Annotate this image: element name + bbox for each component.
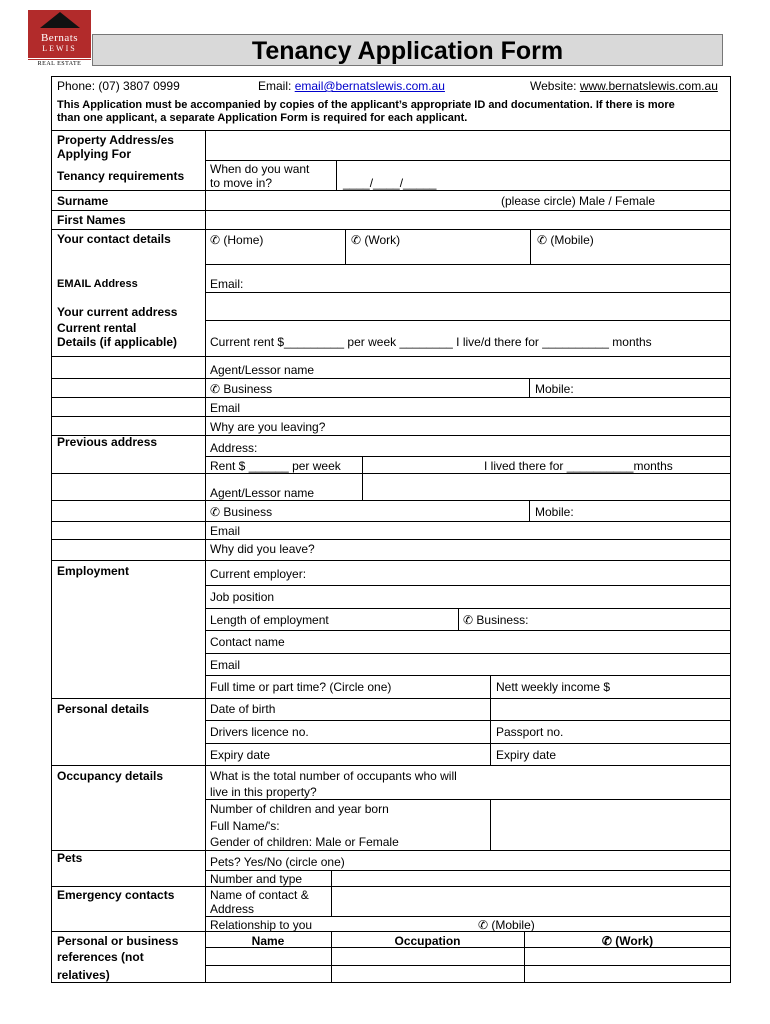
pets-choice[interactable]: Pets? Yes/No (circle one) bbox=[210, 855, 345, 869]
move-in-date-field[interactable]: ____/____/_____ bbox=[343, 176, 437, 190]
company-logo bbox=[28, 10, 91, 66]
divider bbox=[205, 320, 731, 321]
label-surname: Surname bbox=[57, 194, 109, 208]
children-gender-field[interactable]: Gender of children: Male or Female bbox=[210, 835, 399, 849]
current-agent-name-field[interactable]: Agent/Lessor name bbox=[210, 363, 315, 377]
why-leaving-field[interactable]: Why are you leaving? bbox=[210, 420, 326, 434]
ref-name-header: Name bbox=[251, 934, 285, 948]
column-divider bbox=[331, 870, 332, 916]
label-property-line-1: Property Address/es bbox=[57, 133, 174, 147]
passport-field[interactable]: Passport no. bbox=[496, 725, 564, 739]
full-part-time-field[interactable]: Full time or part time? (Circle one) bbox=[210, 680, 392, 694]
home-phone-label: (Home) bbox=[223, 233, 264, 247]
column-divider bbox=[490, 799, 491, 850]
emergency-contact-line-1: Name of contact & bbox=[210, 888, 309, 902]
column-divider bbox=[490, 675, 491, 765]
office-website-link[interactable]: www.bernatslewis.com.au bbox=[579, 79, 718, 93]
divider bbox=[51, 698, 731, 699]
label-references-line-2: references (not bbox=[57, 950, 144, 964]
emergency-contact-line-2: Address bbox=[210, 902, 255, 916]
employer-business-phone-field[interactable] bbox=[463, 613, 528, 627]
office-website-prefix: Website: bbox=[530, 79, 577, 93]
mobile-phone-label: (Mobile) bbox=[550, 233, 594, 247]
label-employment: Employment bbox=[57, 564, 130, 578]
divider bbox=[205, 799, 731, 800]
divider bbox=[51, 397, 731, 398]
phone-icon: ✆ bbox=[463, 613, 477, 627]
mobile-label: (Mobile) bbox=[491, 918, 535, 932]
divider bbox=[51, 886, 731, 887]
occupants-question-line-1: What is the total number of occupants who will bbox=[210, 769, 457, 783]
current-agent-business-field[interactable] bbox=[210, 382, 272, 396]
divider bbox=[205, 965, 731, 966]
divider bbox=[205, 264, 731, 265]
move-in-question-line-1: When do you want bbox=[210, 162, 310, 176]
divider bbox=[205, 720, 731, 721]
office-email bbox=[258, 79, 445, 93]
divider bbox=[51, 356, 731, 357]
ref-work-phone-header bbox=[524, 934, 731, 948]
divider bbox=[51, 473, 731, 474]
label-references-line-3: relatives) bbox=[57, 968, 110, 982]
children-field[interactable]: Number of children and year born bbox=[210, 802, 389, 816]
label-property-line-2: Applying For bbox=[57, 147, 131, 161]
column-divider bbox=[362, 456, 363, 500]
divider bbox=[51, 210, 731, 211]
ref-work-label: (Work) bbox=[615, 934, 654, 948]
drivers-licence-field[interactable]: Drivers licence no. bbox=[210, 725, 309, 739]
divider bbox=[51, 850, 731, 851]
logo-name-line1: Bernats bbox=[40, 32, 79, 44]
divider bbox=[205, 916, 731, 917]
divider bbox=[51, 130, 731, 131]
column-divider bbox=[530, 229, 531, 264]
column-divider bbox=[205, 130, 206, 983]
previous-address-field[interactable]: Address: bbox=[210, 441, 258, 455]
divider bbox=[205, 630, 731, 631]
phone-icon: ✆ bbox=[210, 233, 224, 247]
previous-rent-field[interactable]: Rent $ ______ per week bbox=[210, 459, 341, 473]
column-divider bbox=[529, 500, 530, 521]
emergency-relationship-field[interactable]: Relationship to you bbox=[210, 918, 313, 932]
office-website bbox=[530, 79, 718, 93]
ref-occupation-header: Occupation bbox=[394, 934, 461, 948]
divider bbox=[51, 765, 731, 766]
divider bbox=[51, 539, 731, 540]
label-first-names: First Names bbox=[57, 213, 126, 227]
phone-icon: ✆ bbox=[351, 233, 365, 247]
work-phone-field[interactable] bbox=[351, 233, 400, 247]
label-contact-details: Your contact details bbox=[57, 232, 171, 246]
business-colon-label: Business: bbox=[476, 613, 529, 627]
pets-number-type-field[interactable]: Number and type bbox=[210, 872, 303, 886]
occupants-question-line-2: live in this property? bbox=[210, 785, 317, 799]
licence-expiry-field[interactable]: Expiry date bbox=[210, 748, 271, 762]
previous-agent-business-field[interactable] bbox=[210, 505, 272, 519]
job-position-field[interactable]: Job position bbox=[210, 590, 275, 604]
phone-icon: ✆ bbox=[210, 505, 224, 519]
divider bbox=[51, 229, 731, 230]
office-email-prefix: Email: bbox=[258, 79, 292, 93]
divider bbox=[205, 743, 731, 744]
divider bbox=[205, 456, 731, 457]
label-tenancy-requirements: Tenancy requirements bbox=[57, 169, 185, 183]
move-in-question-line-2: to move in? bbox=[210, 176, 273, 190]
business-label: Business bbox=[223, 505, 273, 519]
phone-icon: ✆ bbox=[478, 918, 492, 932]
divider bbox=[205, 585, 731, 586]
logo-roof-icon bbox=[40, 12, 80, 28]
notice-line-1: This Application must be accompanied by copies of the applicant’s appropriate ID and documentation. If there is more bbox=[57, 99, 675, 111]
divider bbox=[205, 160, 731, 161]
logo-name-line2: LEWIS bbox=[42, 44, 77, 53]
business-label: Business bbox=[223, 382, 273, 396]
divider bbox=[51, 378, 731, 379]
notice-line-2: than one applicant, a separate Application Form is required for each applicant. bbox=[57, 112, 468, 124]
current-agent-mobile-field[interactable]: Mobile: bbox=[535, 382, 574, 396]
current-agent-email-field[interactable]: Email bbox=[210, 401, 241, 415]
divider bbox=[205, 292, 731, 293]
divider bbox=[205, 870, 731, 871]
label-current-address: Your current address bbox=[57, 305, 178, 319]
previous-agent-email-field[interactable]: Email bbox=[210, 524, 241, 538]
page-title: Tenancy Application Form bbox=[251, 37, 564, 65]
divider bbox=[205, 675, 731, 676]
mobile-phone-field[interactable] bbox=[537, 233, 594, 247]
gender-choice[interactable]: (please circle) Male / Female bbox=[501, 194, 656, 208]
label-rental-line-1: Current rental bbox=[57, 321, 137, 335]
column-divider bbox=[529, 378, 530, 397]
divider bbox=[51, 560, 731, 561]
previous-agent-name-field[interactable]: Agent/Lessor name bbox=[210, 486, 315, 500]
column-divider bbox=[345, 229, 346, 264]
logo-tagline: REAL ESTATE bbox=[28, 59, 91, 67]
work-phone-label: (Work) bbox=[364, 233, 401, 247]
why-leave-field[interactable]: Why did you leave? bbox=[210, 542, 315, 556]
label-occupancy-details: Occupancy details bbox=[57, 769, 164, 783]
title-bar bbox=[92, 34, 723, 66]
divider bbox=[51, 190, 731, 191]
divider bbox=[205, 608, 731, 609]
divider bbox=[51, 521, 731, 522]
employer-contact-name-field[interactable]: Contact name bbox=[210, 635, 285, 649]
column-divider bbox=[458, 608, 459, 630]
employer-email-field[interactable]: Email bbox=[210, 658, 241, 672]
previous-duration-field[interactable]: I lived there for __________months bbox=[484, 459, 673, 473]
office-email-link[interactable]: email@bernatslewis.com.au bbox=[294, 79, 445, 93]
label-previous-address: Previous address bbox=[57, 435, 158, 449]
emergency-mobile-field[interactable] bbox=[478, 918, 535, 932]
current-rent-field[interactable]: Current rent $_________ per week ________ I live/d there for __________ months bbox=[210, 335, 652, 349]
phone-icon: ✆ bbox=[601, 934, 616, 948]
current-employer-field[interactable]: Current employer: bbox=[210, 567, 307, 581]
passport-expiry-field[interactable]: Expiry date bbox=[496, 748, 557, 762]
phone-icon: ✆ bbox=[210, 382, 224, 396]
length-employment-field[interactable]: Length of employment bbox=[210, 613, 329, 627]
previous-agent-mobile-field[interactable]: Mobile: bbox=[535, 505, 574, 519]
home-phone-field[interactable] bbox=[210, 233, 263, 247]
divider bbox=[51, 931, 731, 932]
phone-icon: ✆ bbox=[537, 233, 551, 247]
label-email-address: EMAIL Address bbox=[57, 278, 138, 290]
children-names-field[interactable]: Full Name/'s: bbox=[210, 819, 280, 833]
label-emergency-contacts: Emergency contacts bbox=[57, 888, 175, 902]
date-of-birth-field[interactable]: Date of birth bbox=[210, 702, 276, 716]
divider bbox=[51, 500, 731, 501]
divider bbox=[205, 653, 731, 654]
label-references-line-1: Personal or business bbox=[57, 934, 179, 948]
nett-income-field[interactable]: Nett weekly income $ bbox=[496, 680, 611, 694]
applicant-email-field[interactable]: Email: bbox=[210, 277, 244, 291]
label-personal-details: Personal details bbox=[57, 702, 150, 716]
column-divider bbox=[336, 160, 337, 190]
office-phone: Phone: (07) 3807 0999 bbox=[57, 79, 180, 93]
label-rental-line-2: Details (if applicable) bbox=[57, 335, 178, 349]
label-pets: Pets bbox=[57, 851, 83, 865]
divider bbox=[51, 416, 731, 417]
